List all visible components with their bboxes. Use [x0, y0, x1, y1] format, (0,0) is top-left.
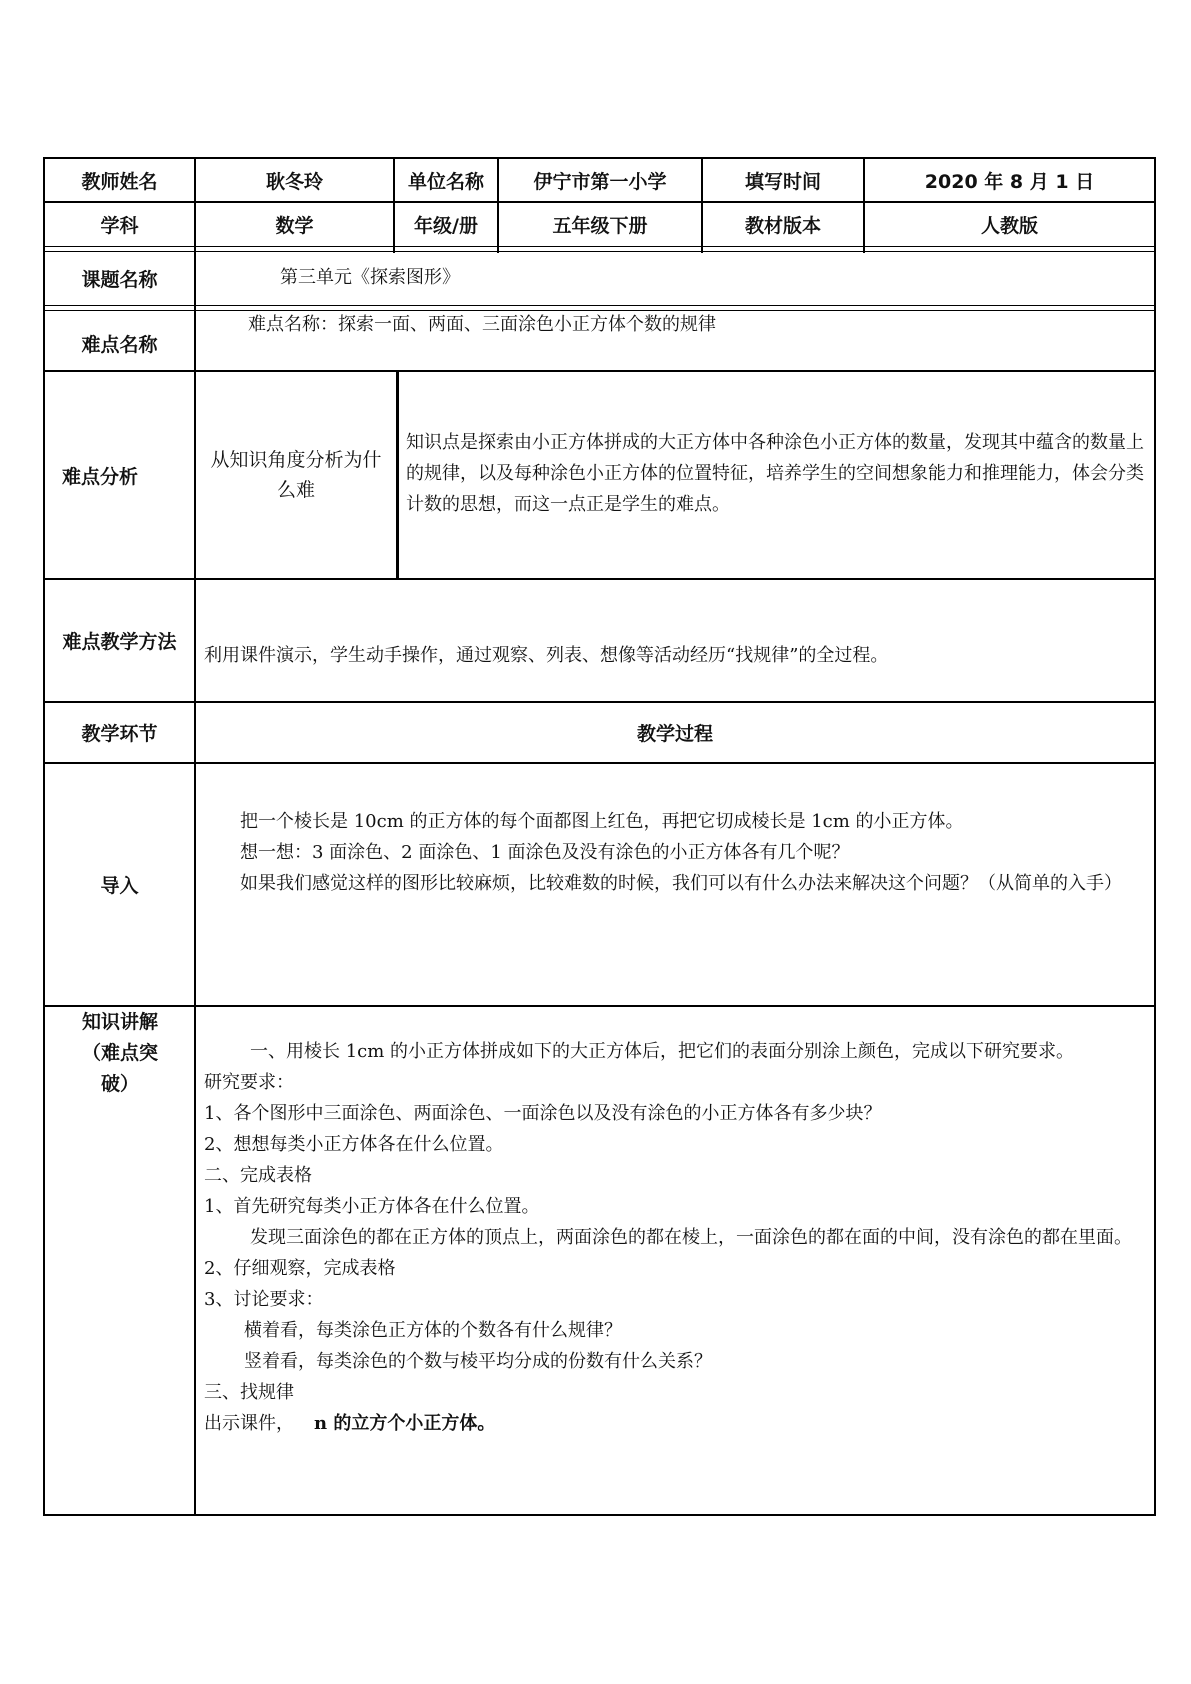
teacher-name-label: 教师姓名 [81, 170, 158, 193]
topic-label: 课题名称 [81, 269, 158, 291]
subject-value: 数学 [275, 215, 314, 237]
intro-line-1: 把一个棱长是 10cm 的正方体的每个面都图上红色，再把它切成棱长是 1cm 的小正方体。 [240, 811, 964, 832]
explain-para-1: 一、用棱长 1cm 的小正方体拼成如下的大正方体后，把它们的表面分别涂上颜色，完成以下研究要求。 [250, 1041, 1075, 1062]
hline-topic [43, 305, 1156, 306]
subject-label: 学科 [100, 215, 139, 237]
grade-label: 年级/册 [414, 215, 478, 237]
hline-process [43, 762, 1156, 764]
fill-date-label: 填写时间 [744, 170, 821, 193]
method-text: 利用课件演示，学生动手操作，通过观察、列表、想像等活动经历“找规律”的全过程。 [204, 645, 889, 666]
intro-line-2: 想一想：3 面涂色、2 面涂色、1 面涂色及没有涂色的小正方体各有几个呢？ [240, 842, 850, 863]
process-right-header: 教学过程 [636, 723, 713, 745]
unit-name-label: 单位名称 [407, 170, 484, 193]
intro-line-3: 如果我们感觉这样的图形比较麻烦，比较难数的时候，我们可以有什么办法来解决这个问题？（从简单的入手） [240, 873, 1122, 894]
explain-para-3: 1、各个图形中三面涂色、两面涂色、一面涂色以及没有涂色的小正方体各有多少块？ [204, 1103, 882, 1124]
border-right [1154, 157, 1156, 1516]
explain-para-10: 横着看，每类涂色正方体的个数各有什么规律？ [244, 1320, 622, 1341]
teacher-name-value: 耿冬玲 [265, 170, 323, 193]
fill-date-value: 2020 年 8 月 1 日 [924, 170, 1095, 193]
explain-para-13 [204, 1408, 1146, 1439]
explain-para-8: 2、仔细观察，完成表格 [204, 1258, 396, 1279]
vline-col1 [194, 157, 196, 1516]
analysis-sub-label: 从知识角度分析为什么难 [210, 449, 382, 501]
explain-para-11: 竖着看，每类涂色的个数与棱平均分成的份数有什么关系？ [244, 1351, 712, 1372]
explain-para-5: 二、完成表格 [204, 1165, 312, 1186]
explain-para-6: 1、首先研究每类小正方体各在什么位置。 [204, 1196, 540, 1217]
explain-para-12: 三、找规律 [204, 1382, 294, 1403]
explain-para-13-text: 出示课件， [204, 1413, 294, 1434]
explain-para-9: 3、讨论要求： [204, 1289, 324, 1310]
intro-label: 导入 [100, 875, 139, 897]
grade-value: 五年级下册 [552, 215, 648, 237]
process-left-header: 教学环节 [81, 723, 158, 745]
explain-para-13-bold: n 的立方个小正方体。 [314, 1413, 496, 1434]
hline-intro [43, 1005, 1156, 1007]
explain-para-2: 研究要求： [204, 1072, 294, 1093]
explain-label: 知识讲解（难点突破） [81, 1011, 158, 1095]
hline-row2b [43, 251, 1156, 252]
explain-para-4: 2、想想每类小正方体各在什么位置。 [204, 1134, 504, 1155]
border-bottom [43, 1514, 1156, 1516]
analysis-text: 知识点是探索由小正方体拼成的大正方体中各种涂色小正方体的数量，发现其中蕴含的数量上的规律，以及每种涂色小正方体的位置特征，培养学生的空间想象能力和推理能力，体会分类计数的思想，而这一点正是学生的难点。 [406, 432, 1144, 515]
difficulty-label: 难点名称 [81, 333, 158, 356]
hline-analysis [43, 578, 1156, 580]
edition-label: 教材版本 [744, 215, 821, 237]
hline-difficulty [43, 370, 1156, 372]
intro-content [204, 806, 1146, 936]
explain-content [204, 1036, 1146, 1512]
edition-value: 人教版 [980, 215, 1038, 237]
analysis-label: 难点分析 [61, 465, 138, 488]
hline-row2 [43, 246, 1156, 247]
explain-para-7: 发现三面涂色的都在正方体的顶点上，两面涂色的都在棱上，一面涂色的都在面的中间，没有涂色的都在里面。 [250, 1227, 1132, 1248]
vline-analysis [396, 371, 399, 579]
topic-value: 第三单元《探索图形》 [280, 267, 460, 288]
unit-name-value: 伊宁市第一小学 [533, 170, 667, 193]
method-label: 难点教学方法 [62, 631, 177, 653]
difficulty-value: 难点名称：探索一面、两面、三面涂色小正方体个数的规律 [248, 314, 716, 335]
